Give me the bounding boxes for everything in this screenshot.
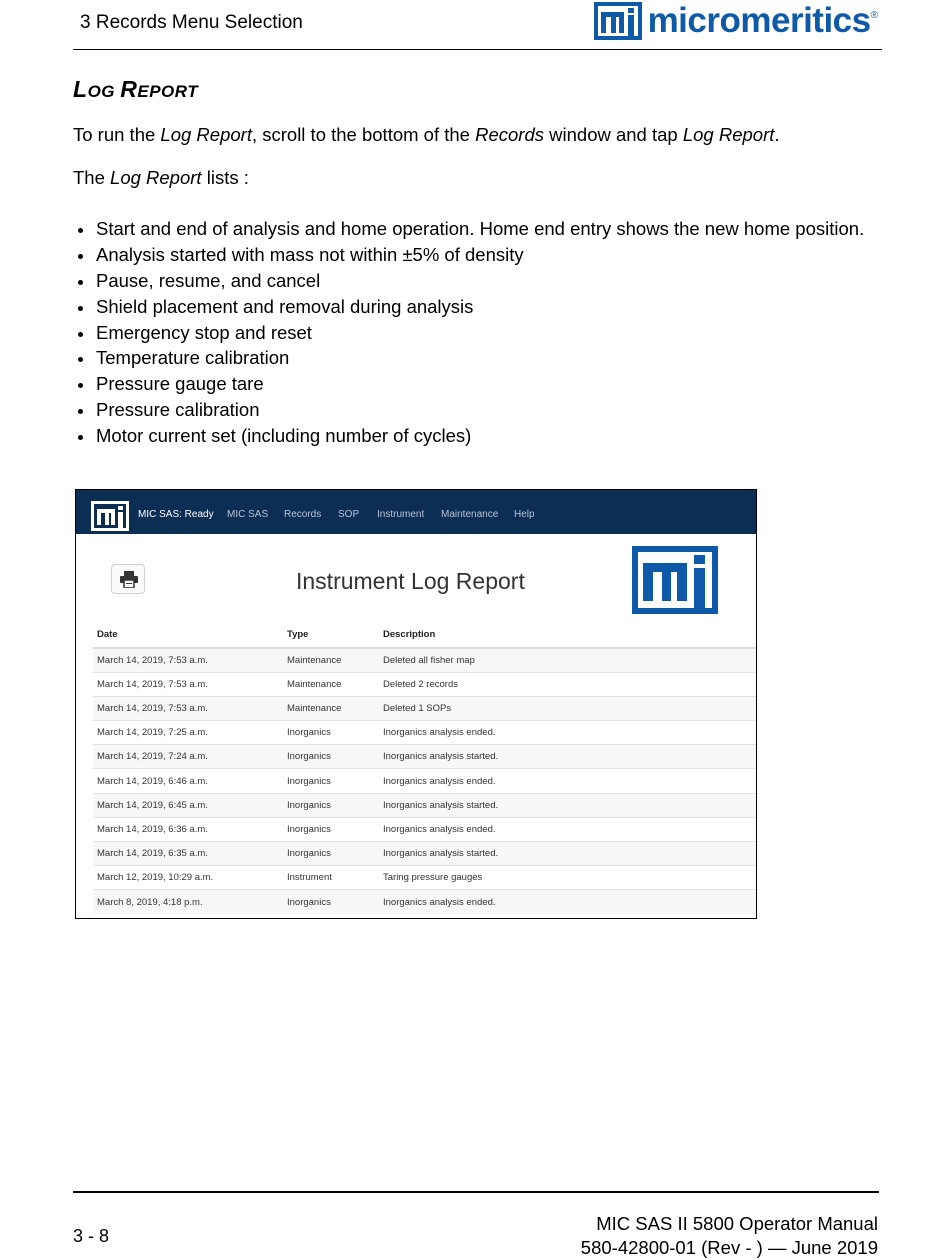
cell-date: March 14, 2019, 6:45 a.m. (93, 793, 283, 817)
cell-description: Deleted 1 SOPs (379, 696, 756, 720)
intro-report-name2: Log Report (682, 124, 775, 145)
list-item: Motor current set (including number of cycles) (74, 423, 864, 449)
nav-sop[interactable]: SOP (338, 509, 360, 520)
micromeritics-logo-icon (594, 2, 642, 40)
cell-description: Deleted all fisher map (379, 648, 756, 672)
nav-instrument[interactable]: Instrument (377, 509, 425, 520)
list-item: Temperature calibration (74, 345, 864, 371)
lists-report-name: Log Report (110, 167, 202, 188)
page-header (73, 0, 882, 50)
list-item: Pressure gauge tare (74, 371, 864, 397)
cell-type: Inorganics (283, 769, 379, 793)
nav-maintenance[interactable]: Maintenance (441, 509, 499, 520)
cell-description: Inorganics analysis ended. (379, 721, 756, 745)
nav-records[interactable]: Records (284, 509, 322, 520)
table-row (93, 745, 756, 769)
table-row (93, 769, 756, 793)
intro-prefix: To run the (73, 124, 161, 145)
intro-middle: , scroll to the bottom of the (251, 124, 476, 145)
intro-middle2: window and tap (544, 124, 683, 145)
heading-rest-1: OG (87, 82, 121, 101)
cell-description: Inorganics analysis started. (379, 842, 756, 866)
report-title: Instrument Log Report (296, 568, 525, 594)
cell-type: Inorganics (283, 721, 379, 745)
lists-paragraph (73, 167, 249, 189)
cell-date: March 14, 2019, 7:53 a.m. (93, 648, 283, 672)
section-heading (73, 76, 198, 103)
intro-window-name: Records (475, 124, 544, 145)
mi-logo-icon[interactable] (91, 501, 129, 531)
column-header-description[interactable]: Description (379, 622, 756, 648)
cell-date: March 14, 2019, 7:24 a.m. (93, 745, 283, 769)
table-row (93, 793, 756, 817)
lists-suffix: lists : (201, 167, 249, 188)
cell-date: March 14, 2019, 6:46 a.m. (93, 769, 283, 793)
print-button[interactable] (111, 564, 145, 594)
cell-date: March 14, 2019, 7:25 a.m. (93, 721, 283, 745)
cell-type: Inorganics (283, 890, 379, 914)
cell-type: Inorganics (283, 817, 379, 841)
heading-initial-1: L (73, 76, 88, 102)
heading-initial-2: R (120, 76, 138, 102)
cell-date: March 12, 2019, 10:29 a.m. (93, 866, 283, 890)
table-row (93, 842, 756, 866)
nav-mic-sas[interactable]: MIC SAS (227, 509, 269, 520)
log-table (93, 622, 756, 914)
brand (594, 2, 878, 40)
cell-type: Instrument (283, 866, 379, 890)
list-item: Pressure calibration (74, 397, 864, 423)
log-contents-list (74, 216, 864, 449)
cell-date: March 8, 2019, 4:18 p.m. (93, 890, 283, 914)
cell-description: Deleted 2 records (379, 672, 756, 696)
table-row (93, 696, 756, 720)
table-row (93, 672, 756, 696)
cell-type: Maintenance (283, 672, 379, 696)
brand-name: micromeritics (647, 1, 871, 40)
list-item: Emergency stop and reset (74, 320, 864, 346)
printer-icon (120, 571, 138, 588)
registered-mark: ® (870, 10, 878, 21)
manual-revision: 580-42800-01 (Rev - ) — June 2019 (580, 1237, 878, 1258)
table-row (93, 866, 756, 890)
cell-description: Inorganics analysis started. (379, 793, 756, 817)
cell-description: Inorganics analysis ended. (379, 769, 756, 793)
cell-description: Inorganics analysis ended. (379, 890, 756, 914)
cell-type: Maintenance (283, 648, 379, 672)
list-item: Shield placement and removal during analysis (74, 294, 864, 320)
column-header-date[interactable]: Date (93, 622, 283, 648)
table-row (93, 890, 756, 914)
footer-divider (73, 1191, 879, 1193)
list-item: Analysis started with mass not within ±5% of density (74, 242, 864, 268)
cell-type: Inorganics (283, 842, 379, 866)
nav-status: MIC SAS: Ready (138, 509, 214, 520)
cell-type: Inorganics (283, 793, 379, 817)
intro-paragraph (73, 124, 780, 146)
table-row (93, 817, 756, 841)
cell-description: Inorganics analysis started. (379, 745, 756, 769)
intro-report-name: Log Report (160, 124, 252, 145)
cell-description: Taring pressure gauges (379, 866, 756, 890)
cell-type: Maintenance (283, 696, 379, 720)
section-label: 3 Records Menu Selection (80, 12, 303, 33)
mi-large-logo-icon (632, 546, 718, 614)
nav-help[interactable]: Help (514, 509, 535, 520)
cell-date: March 14, 2019, 6:35 a.m. (93, 842, 283, 866)
lists-prefix: The (73, 167, 111, 188)
page-number: 3 - 8 (73, 1226, 110, 1246)
manual-title: MIC SAS II 5800 Operator Manual (596, 1213, 878, 1234)
intro-suffix: . (774, 124, 780, 145)
table-row (93, 648, 756, 672)
column-header-type[interactable]: Type (283, 622, 379, 648)
app-navbar (76, 490, 756, 534)
table-row (93, 721, 756, 745)
list-item: Start and end of analysis and home operation. Home end entry shows the new home position. (74, 216, 864, 242)
cell-description: Inorganics analysis ended. (379, 817, 756, 841)
cell-type: Inorganics (283, 745, 379, 769)
cell-date: March 14, 2019, 7:53 a.m. (93, 672, 283, 696)
list-item: Pause, resume, and cancel (74, 268, 864, 294)
cell-date: March 14, 2019, 7:53 a.m. (93, 696, 283, 720)
log-report-screenshot (75, 489, 757, 919)
cell-date: March 14, 2019, 6:36 a.m. (93, 817, 283, 841)
heading-rest-2: EPORT (137, 82, 199, 101)
table-header-row (93, 622, 756, 648)
